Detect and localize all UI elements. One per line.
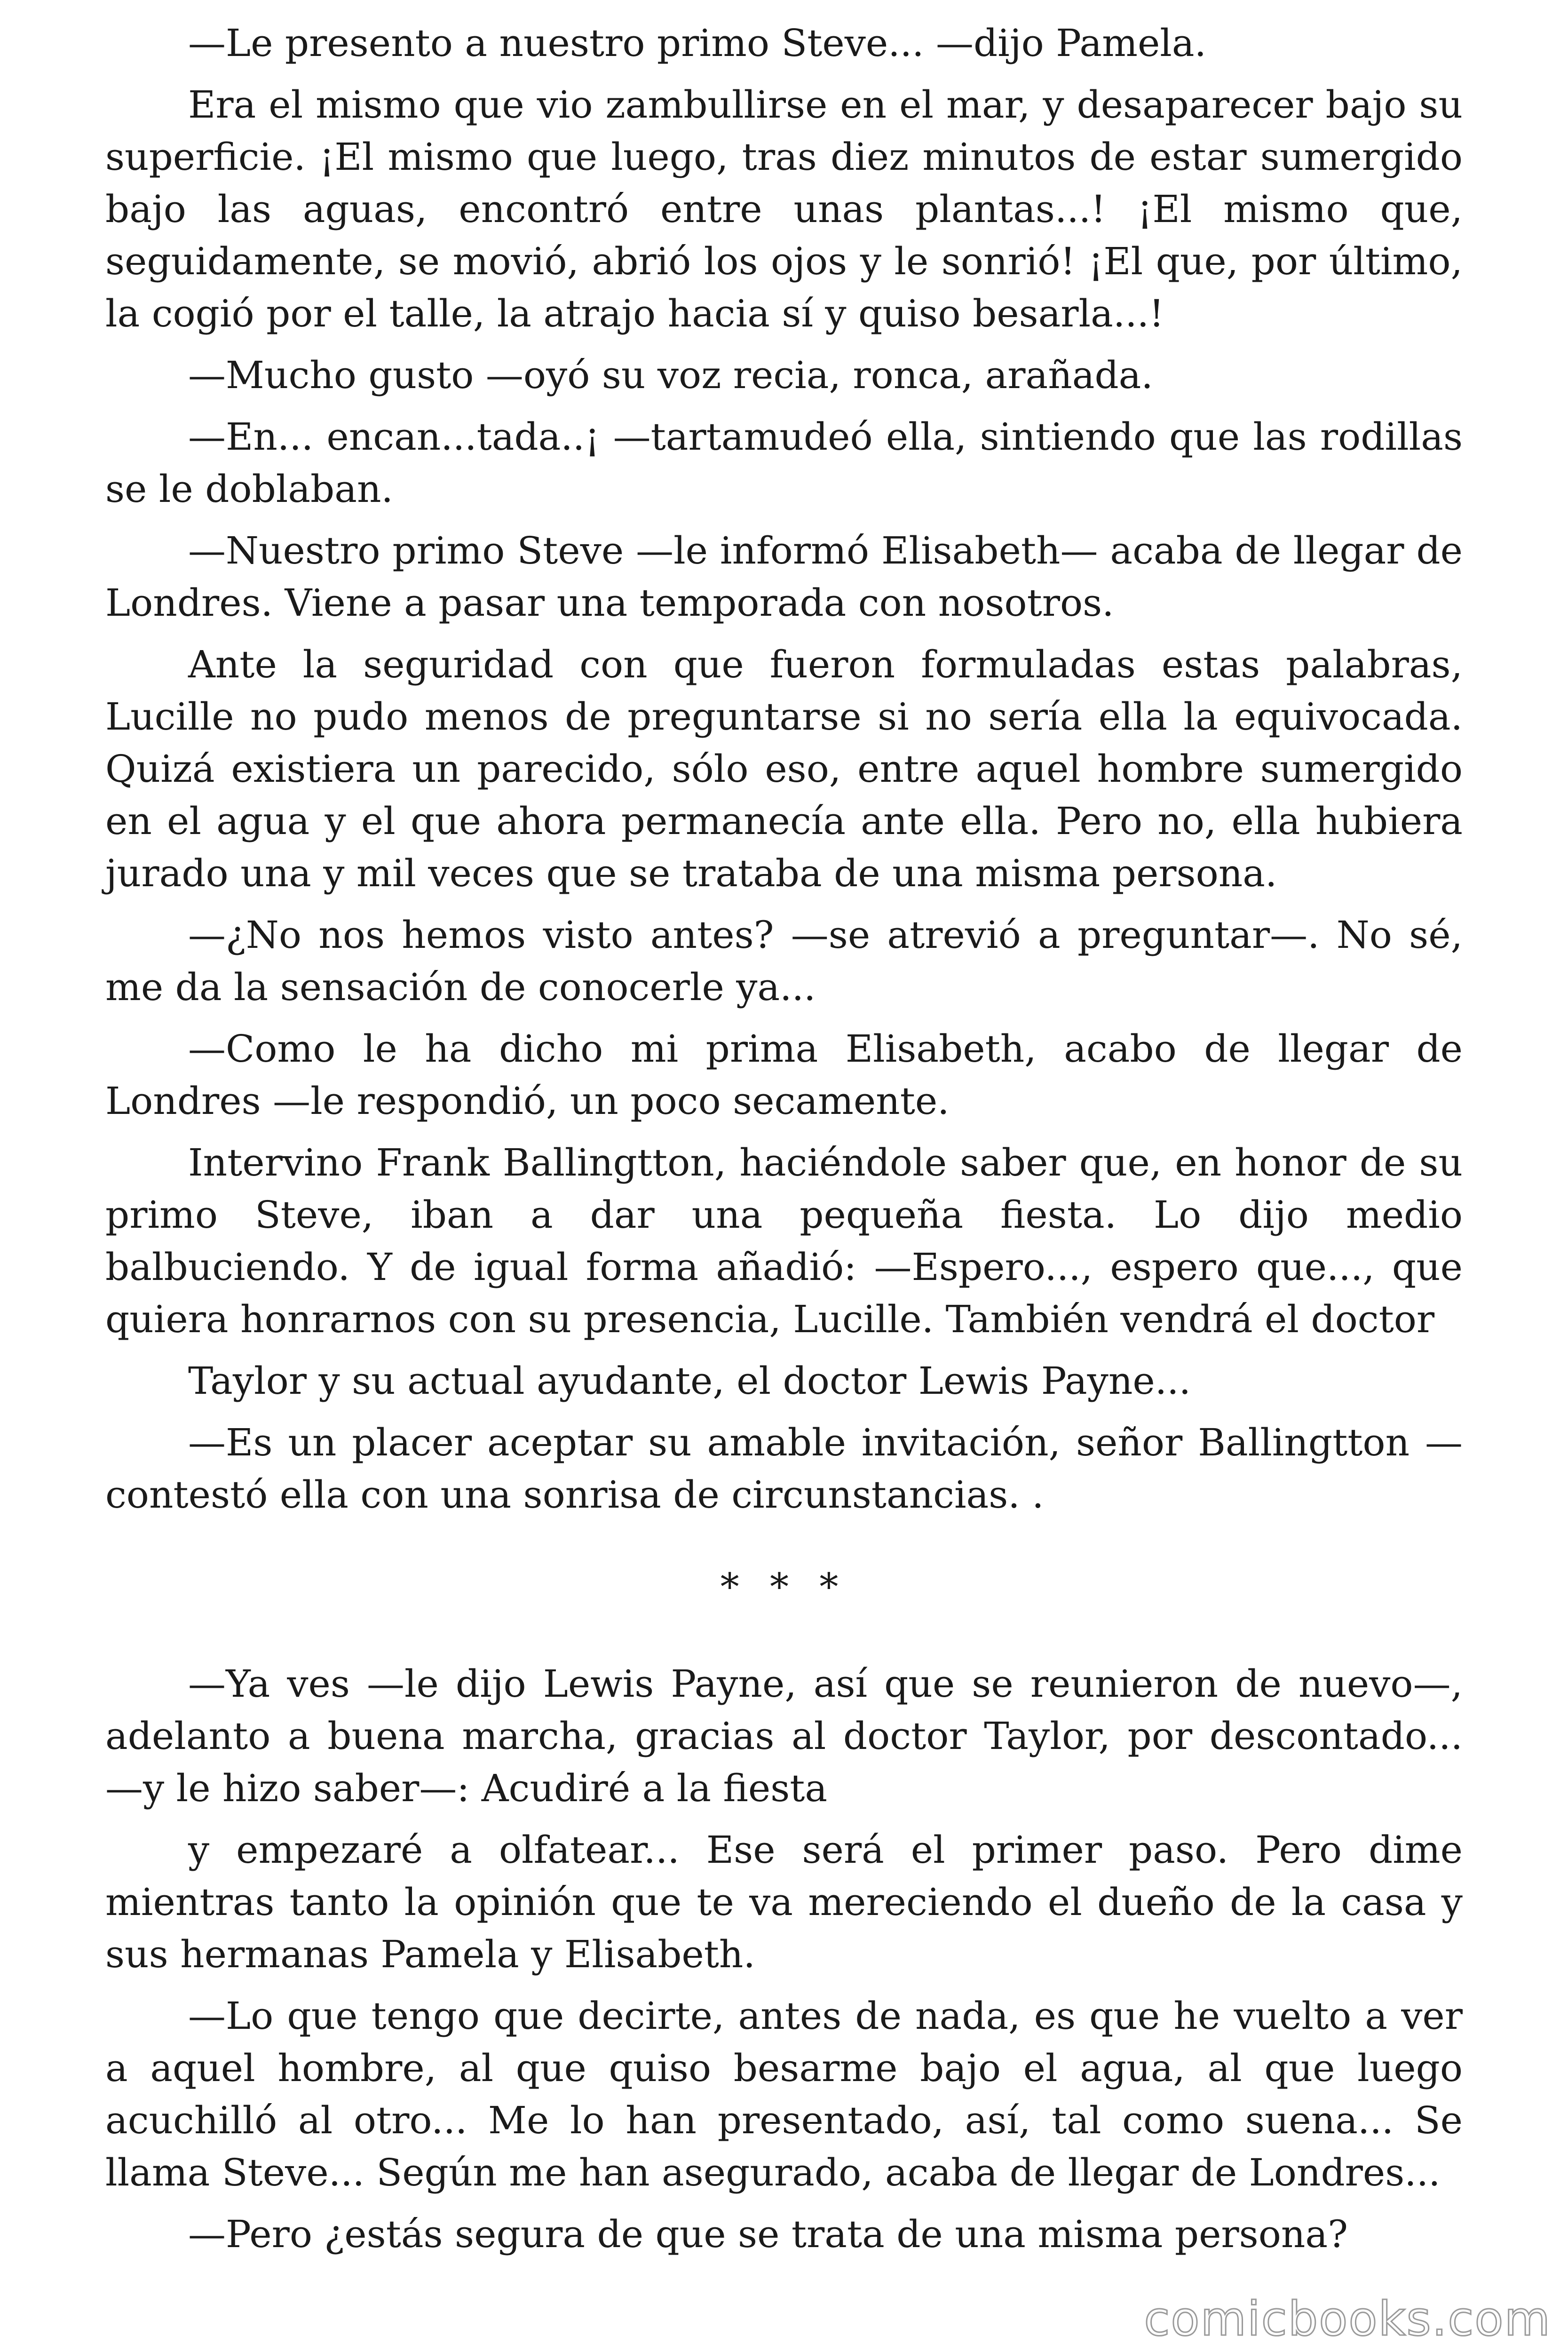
paragraph-10: Taylor y su actual ayudante, el doctor Lewis Payne... (188, 1359, 1191, 1403)
watermark-logo: comicbooks.com (1144, 2291, 1551, 2346)
paragraph-8: —Como le ha dicho mi prima Elisabeth, acabo de llegar de Londres —le respondió, un poco secamente. (105, 1027, 1463, 1123)
book-page (105, 17, 1463, 2270)
paragraph-2: Era el mismo que vio zambullirse en el mar, y desaparecer bajo su superficie. ¡El mismo que luego, tras diez minutos de estar sumergido bajo las aguas, encontró entre unas plantas...! ¡El mismo que, seguidamente, se movió, abrió los ojos y le sonrió! ¡El que, por último, la cogió por el talle, la atrajo hacia sí y quiso besarla...! (105, 83, 1463, 335)
paragraph-1: —Le presento a nuestro primo Steve... —dijo Pamela. (188, 21, 1206, 65)
section-separator: * * * (720, 1565, 848, 1609)
paragraph-12: —Ya ves —le dijo Lewis Payne, así que se reunieron de nuevo—, adelanto a buena marcha, gracias al doctor Taylor, por descontado... —y le hizo saber—: Acudiré a la fiesta (105, 1662, 1463, 1810)
paragraph-14: —Lo que tengo que decirte, antes de nada, es que he vuelto a ver a aquel hombre, al que quiso besarme bajo el agua, al que luego acuchilló al otro... Me lo han presentado, así, tal como suena... Se llama Steve... Según me han asegurado, acaba de llegar de Londres... (105, 1994, 1463, 2194)
paragraph-11: —Es un placer aceptar su amable invitación, señor Ballingtton —contestó ella con una sonrisa de circunstancias. . (105, 1421, 1463, 1517)
paragraph-4: —En... encan...tada..¡ —tartamudeó ella, sintiendo que las rodillas se le doblaban. (105, 415, 1463, 511)
paragraph-6: Ante la seguridad con que fueron formuladas estas palabras, Lucille no pudo menos de preguntarse si no sería ella la equivocada. Quizá existiera un parecido, sólo eso, entre aquel hombre sumergido en el agua y el que ahora permanecía ante ella. Pero no, ella hubiera jurado una y mil veces que se trataba de una misma persona. (105, 643, 1463, 895)
paragraph-9: Intervino Frank Ballingtton, haciéndole saber que, en honor de su primo Steve, iban a dar una pequeña fiesta. Lo dijo medio balbuciendo. Y de igual forma añadió: —Espero..., espero que..., que quiera honrarnos con su presencia, Lucille. También vendrá el doctor (105, 1141, 1463, 1341)
paragraph-13: y empezaré a olfatear... Ese será el primer paso. Pero dime mientras tanto la opinión que te va mereciendo el dueño de la casa y sus hermanas Pamela y Elisabeth. (105, 1828, 1463, 1976)
paragraph-15: —Pero ¿estás segura de que se trata de una misma persona? (188, 2212, 1348, 2256)
paragraph-7: —¿No nos hemos visto antes? —se atrevió a preguntar—. No sé, me da la sensación de conocerle ya... (105, 913, 1463, 1009)
paragraph-5: —Nuestro primo Steve —le informó Elisabeth— acaba de llegar de Londres. Viene a pasar una temporada con nosotros. (105, 529, 1463, 625)
paragraph-3: —Mucho gusto —oyó su voz recia, ronca, arañada. (188, 353, 1153, 397)
